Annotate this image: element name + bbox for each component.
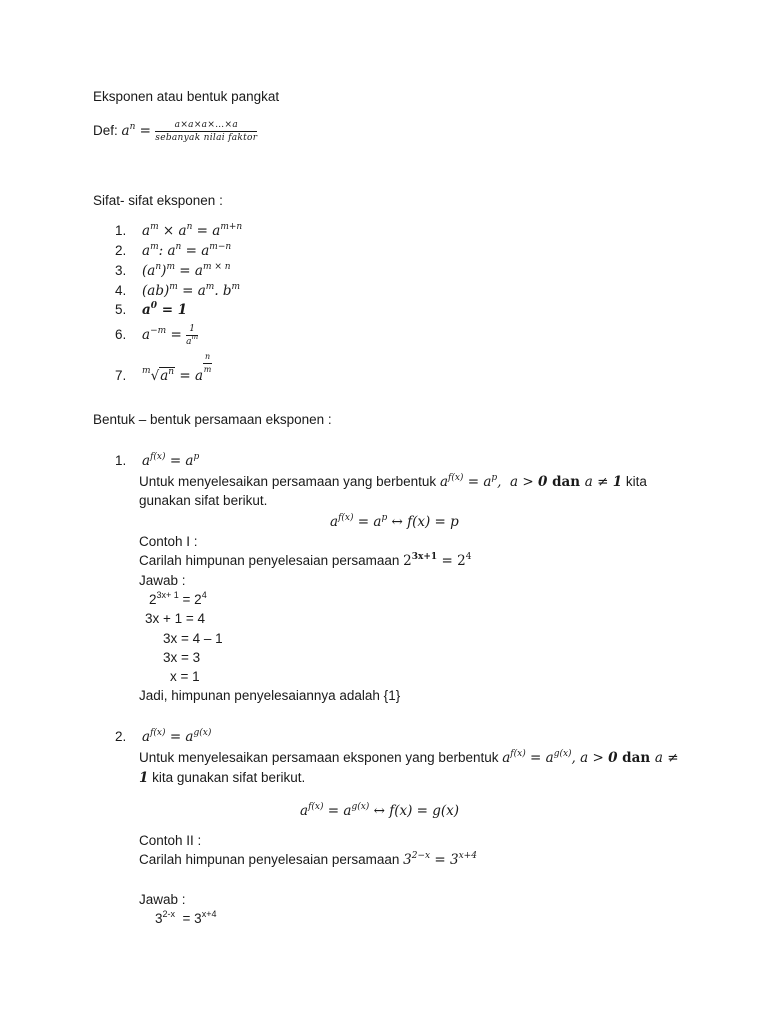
form1-rule: $a^{f(x)} = a^p$ ↔ f(x) = p <box>330 512 459 530</box>
property-3: 3. $(a^n)^m = a^{m \times n}$ <box>115 261 231 279</box>
property-5: 5. $a^0 = 1$ <box>115 300 188 318</box>
form1-example-label: Contoh I : <box>139 534 198 549</box>
properties-heading: Sifat- sifat eksponen : <box>93 193 223 208</box>
form2-rule: $a^{f(x)} = a^{g(x)}$ ↔ f(x) = g(x) <box>300 801 460 819</box>
form1-step-1: $2^{3x+ 1} = 2^4$ <box>149 589 207 607</box>
page-title: Eksponen atau bentuk pangkat <box>93 89 280 104</box>
definition-label: Def: <box>93 123 122 139</box>
property-4: 4. $(ab)^m = a^m$. $b^m$ <box>115 281 241 299</box>
form2-heading: 2. $a^{f(x)} = a^{g(x)}$ <box>115 727 212 745</box>
form1-step-5: x = 1 <box>170 669 200 684</box>
property-6: 6. $a^{-m}$ = $\frac{1}{a^m}$ <box>115 324 199 347</box>
form1-step-3: 3x = 4 – 1 <box>163 631 223 646</box>
form2-answer-label: Jawab : <box>139 892 186 907</box>
property-1: 1. $a^m \times a^n = a^{m+n}$ <box>115 221 243 239</box>
form2-description: Untuk menyelesaikan persamaan eksponen yang berbentuk $a^{f(x)} = a^{g(x)}$, a > 0 dan a ≠ <box>139 748 679 766</box>
form1-step-2: 3x + 1 = 4 <box>145 611 206 626</box>
form1-description-2: gunakan sifat berikut. <box>139 493 268 508</box>
definition-denominator: sebanyak nilai faktor <box>155 133 258 143</box>
form1-answer-label: Jawab : <box>139 573 186 588</box>
form1-conclusion: Jadi, himpunan penyelesaiannya adalah {1} <box>139 688 401 703</box>
form1-step-4: 3x = 3 <box>163 650 201 665</box>
property-2: 2. $a^m$: $a^n = a^{m-n}$ <box>115 241 232 259</box>
definition-lhs: $a^n$ = <box>121 121 156 140</box>
definition-numerator: a×a×a×…×a <box>155 120 257 132</box>
form1-description: Untuk menyelesaikan persamaan yang berbentuk $a^{f(x)} = a^p$, a > 0 dan a ≠ 1 kita <box>139 472 647 490</box>
form2-step-1: $3^{2-x} = 3^{x+4}$ <box>155 908 217 926</box>
form2-question: Carilah himpunan penyelesaian persamaan $3^{2-x} = 3^{x+4}$ <box>139 850 477 868</box>
definition <box>93 120 257 143</box>
form1-heading: 1. $a^{f(x)} = a^p$ <box>115 451 200 469</box>
definition-fraction <box>155 120 257 143</box>
form2-description-2: 1 kita gunakan sifat berikut. <box>139 770 306 786</box>
property-7: 7. $^m√a^n = a$ $\frac{n}{m}$ <box>115 352 212 384</box>
forms-heading: Bentuk – bentuk persamaan eksponen : <box>93 412 332 427</box>
form2-example-label: Contoh II : <box>139 833 202 848</box>
form1-question: Carilah himpunan penyelesaian persamaan $2^{3x+1} = 2^4$ <box>139 551 472 569</box>
